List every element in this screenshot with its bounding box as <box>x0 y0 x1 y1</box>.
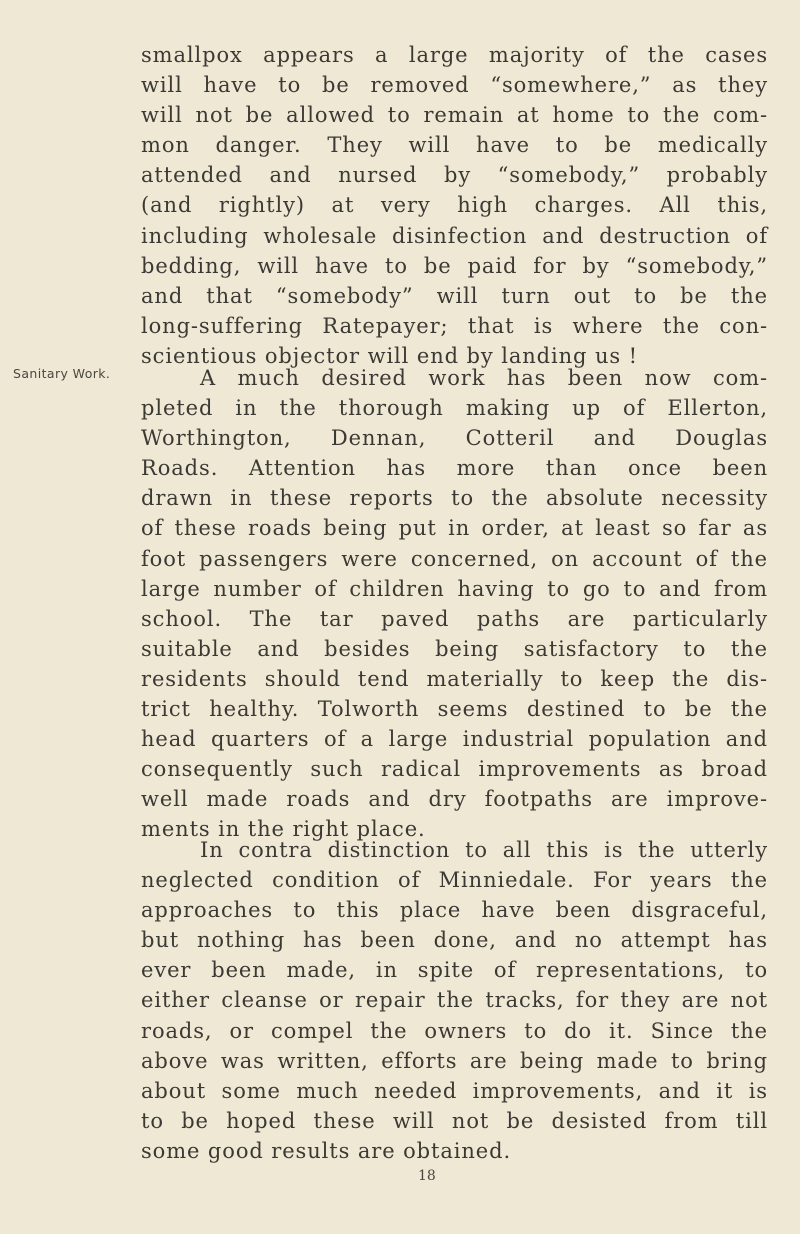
text-line: school. The tar paved paths are particularly <box>141 606 768 631</box>
text-line: consequently such radical improvements as broad <box>141 757 768 782</box>
text-line: of these roads being put in order, at least so far as <box>141 516 768 541</box>
text-line: head quarters of a large industrial population and <box>141 727 768 752</box>
text-line: neglected condition of Minniedale. For years the <box>141 868 768 893</box>
text-line: In contra distinction to all this is the utterly <box>200 838 768 862</box>
text-line: to be hoped these will not be desisted from till <box>141 1108 768 1133</box>
text-line: ever been made, in spite of representations, to <box>141 958 768 983</box>
text-line: some good results are obtained. <box>141 1138 512 1163</box>
text-line: foot passengers were concerned, on account of the <box>141 546 768 571</box>
paragraph-smallpox <box>141 40 768 371</box>
text-line: Worthington, Dennan, Cotteril and Douglas <box>141 426 768 451</box>
text-line: ments in the right place. <box>141 817 426 842</box>
paragraph-sanitary-work <box>141 363 768 845</box>
text-line: Roads. Attention has more than once been <box>141 456 768 481</box>
text-line: (and rightly) at very high charges. All this, <box>141 193 768 218</box>
text-line: will have to be removed “somewhere,” as they <box>141 73 768 98</box>
text-line: A much desired work has been now com- <box>200 366 768 390</box>
text-line: smallpox appears a large majority of the cases <box>141 43 768 67</box>
text-line: and that “somebody” will turn out to be the <box>141 283 768 308</box>
text-line: long-suffering Ratepayer; that is where the con- <box>141 313 768 338</box>
text-line: about some much needed improvements, and it is <box>141 1078 768 1103</box>
text-line: will not be allowed to remain at home to the com- <box>141 103 768 128</box>
text-line: approaches to this place have been disgraceful, <box>141 898 768 923</box>
text-line: residents should tend materially to keep the dis- <box>141 666 768 691</box>
text-line: large number of children having to go to and from <box>141 576 768 601</box>
text-line: trict healthy. Tolworth seems destined to be the <box>141 697 768 722</box>
text-line: pleted in the thorough making up of Ellerton, <box>141 396 768 421</box>
page-number: 18 <box>418 1168 436 1184</box>
text-line: above was written, efforts are being made to bring <box>141 1048 768 1073</box>
text-line: mon danger. They will have to be medically <box>141 133 768 158</box>
text-line: drawn in these reports to the absolute necessity <box>141 486 768 511</box>
text-line: scientious objector will end by landing us ! <box>141 343 638 368</box>
text-line: well made roads and dry footpaths are improve- <box>141 787 768 812</box>
text-line: bedding, will have to be paid for by “somebody,” <box>141 253 768 278</box>
text-line: including wholesale disinfection and destruction of <box>141 223 768 248</box>
marginal-note: Sanitary Work. <box>13 366 111 381</box>
text-line: but nothing has been done, and no attempt has <box>141 928 768 953</box>
text-line: roads, or compel the owners to do it. Since the <box>141 1018 768 1043</box>
text-line: attended and nursed by “somebody,” probably <box>141 163 768 188</box>
text-line: suitable and besides being satisfactory to the <box>141 636 768 661</box>
text-line: either cleanse or repair the tracks, for they are not <box>141 988 768 1013</box>
paragraph-minniedale <box>141 835 768 1166</box>
